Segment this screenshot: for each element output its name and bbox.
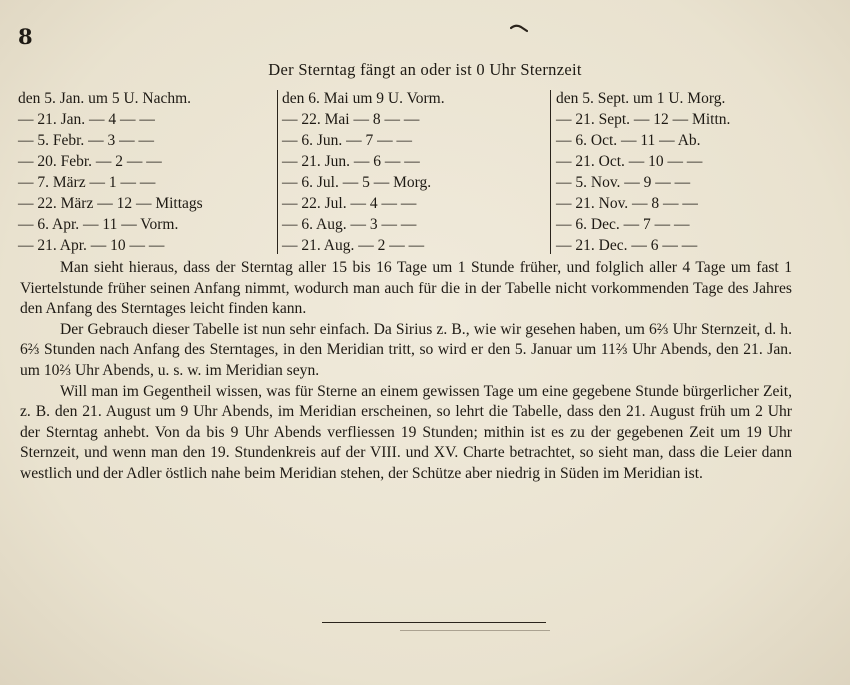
table-row: den 5. Sept. um 1 U. Morg.: [556, 90, 726, 107]
table-row: — 7. März — 1 — —: [18, 174, 156, 191]
table-row: — 21. Sept. — 12 — Mittn.: [556, 111, 731, 128]
body-text: [20, 258, 792, 485]
table-row: — 22. März — 12 — Mittags: [18, 195, 203, 212]
table-row: — 6. Oct. — 11 — Ab.: [556, 132, 701, 149]
table-heading: Der Sterntag fängt an oder ist 0 Uhr Sternzeit: [268, 60, 582, 79]
table-row: — 21. Oct. — 10 — —: [556, 153, 703, 170]
column-divider: [277, 90, 278, 254]
table-column-sept-dec: [556, 88, 806, 256]
table-row: — 21. Nov. — 8 — —: [556, 195, 698, 212]
table-row: den 6. Mai um 9 U. Vorm.: [282, 90, 445, 107]
column-divider: [550, 90, 551, 254]
table-row: — 5. Febr. — 3 — —: [18, 132, 155, 149]
paragraph: Der Gebrauch dieser Tabelle ist nun sehr einfach. Da Sirius z. B., wie wir gesehen haben, um 6⅔ Uhr Sternzeit, d. h. 6⅔ Stunden nach Anfang des Sterntages, in den Meridian tritt, so wird er den 5. Januar um 11⅔ Uhr Abends, den 21. Jan. um 10⅔ Uhr Abends, u. s. w. im Meridian seyn.: [20, 320, 792, 379]
table-row: — 6. Apr. — 11 — Vorm.: [18, 216, 179, 233]
page-number: 8: [18, 24, 33, 49]
sidereal-day-table: [18, 88, 798, 256]
table-row: — 6. Jun. — 7 — —: [282, 132, 413, 149]
closing-rule: [322, 622, 546, 623]
table-row: — 6. Aug. — 3 — —: [282, 216, 417, 233]
table-column-mai-aug: [282, 88, 550, 256]
table-row: — 6. Dec. — 7 — —: [556, 216, 690, 233]
table-row: — 22. Mai — 8 — —: [282, 111, 420, 128]
bleed-through-line: [400, 630, 550, 631]
paragraph: Man sieht hieraus, dass der Sterntag aller 15 bis 16 Tage um 1 Stunde früher, und folglich aller 4 Tage um fast 1 Viertelstunde früher seinen Anfang nimmt, wodurch man auch für die in der Tabelle nicht vorkommenden Tage des Jahres den Anfang des Sterntages leicht finden kann.: [20, 259, 792, 318]
table-row: — 21. Jun. — 6 — —: [282, 153, 420, 170]
paragraph: Will man im Gegentheil wissen, was für Sterne an einem gewissen Tage um eine gegebene Stunde bürgerlicher Zeit, z. B. den 21. August um 9 Uhr Abends, im Meridian erscheinen, so lehrt die Tabelle, dass den 21. August früh um 2 Uhr der Sterntag anhebt. Von da bis 9 Uhr Abends verfliessen 19 Stunden; mithin ist es zu der gegebenen Zeit um 19 Uhr Sternzeit, und wenn man den 19. Stundenkreis auf der VIII. und XV. Charte betrachtet, so sieht man, dass die Leier dann westlich und der Adler östlich nahe beim Meridian stehen, der Schütze aber niedrig in Süden im Meridian ist.: [20, 382, 792, 482]
table-column-jan-apr: [18, 88, 276, 256]
table-row: — 21. Apr. — 10 — —: [18, 237, 165, 254]
table-row: — 21. Aug. — 2 — —: [282, 237, 425, 254]
table-row: — 6. Jul. — 5 — Morg.: [282, 174, 432, 191]
table-row: — 21. Jan. — 4 — —: [18, 111, 155, 128]
ink-mark-icon: [510, 23, 528, 33]
table-row: — 21. Dec. — 6 — —: [556, 237, 698, 254]
table-row: — 5. Nov. — 9 — —: [556, 174, 691, 191]
table-row: — 20. Febr. — 2 — —: [18, 153, 162, 170]
table-row: — 22. Jul. — 4 — —: [282, 195, 417, 212]
table-row: den 5. Jan. um 5 U. Nachm.: [18, 90, 192, 107]
